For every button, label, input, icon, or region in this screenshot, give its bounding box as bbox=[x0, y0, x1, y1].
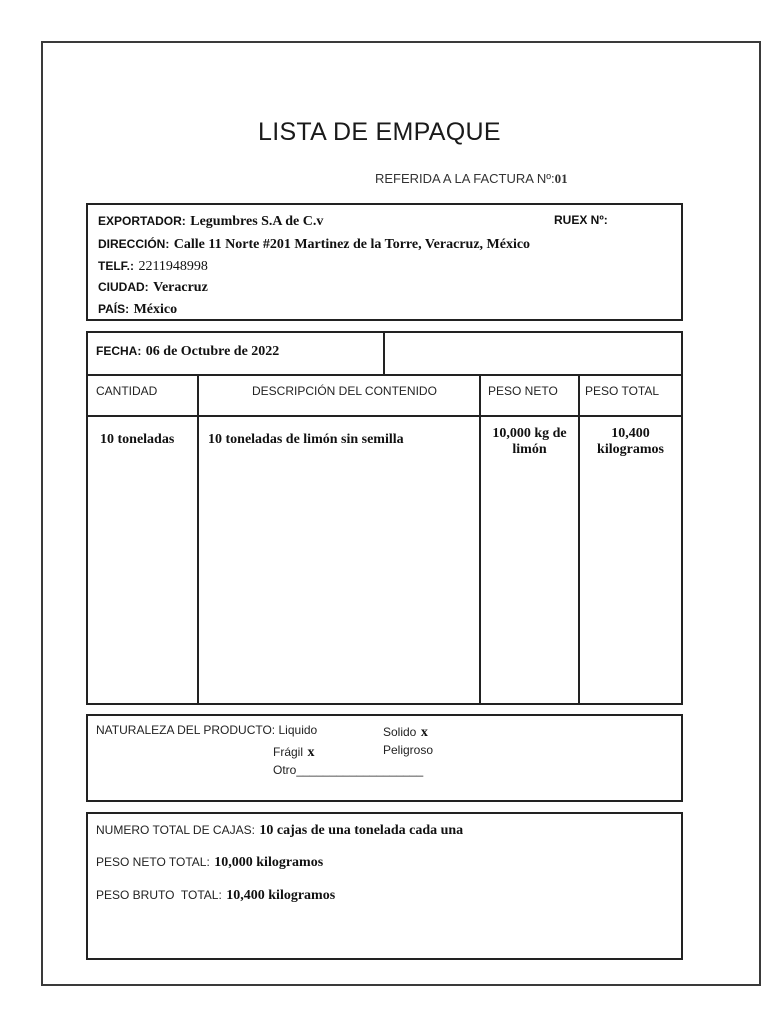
nature-solido-mark: x bbox=[420, 725, 428, 740]
total-boxes-line bbox=[96, 821, 463, 839]
date-line bbox=[96, 342, 279, 360]
date-separator bbox=[88, 374, 681, 376]
cell-peso-total bbox=[580, 426, 681, 458]
phone-line bbox=[98, 257, 208, 275]
header-peso-total: PESO TOTAL bbox=[585, 384, 660, 398]
exporter-box bbox=[86, 203, 683, 321]
nature-fragil-label: Frágil bbox=[273, 745, 304, 759]
exporter-label: EXPORTADOR: bbox=[98, 214, 186, 228]
phone-label: TELF.: bbox=[98, 259, 134, 273]
header-separator bbox=[88, 415, 681, 417]
cell-descripcion: 10 toneladas de limón sin semilla bbox=[208, 432, 404, 447]
exporter-line bbox=[98, 212, 323, 230]
cell-peso-neto-line1: 10,000 kg de bbox=[492, 426, 567, 441]
totals-box bbox=[86, 812, 683, 960]
nature-peligroso: Peligroso bbox=[383, 743, 434, 757]
net-weight-label: PESO NETO TOTAL: bbox=[96, 855, 210, 869]
nature-fragil bbox=[273, 743, 314, 761]
cell-cantidad: 10 toneladas bbox=[100, 432, 175, 447]
gross-weight-label: PESO BRUTO TOTAL: bbox=[96, 888, 222, 902]
address-label: DIRECCIÓN: bbox=[98, 237, 170, 251]
address-line bbox=[98, 235, 530, 253]
cell-peso-total-line2: kilogramos bbox=[597, 442, 664, 457]
nature-label-text: NATURALEZA DEL PRODUCTO: bbox=[96, 723, 276, 737]
nature-label bbox=[96, 723, 317, 737]
nature-solido-label: Solido bbox=[383, 725, 417, 739]
date-value: 06 de Octubre de 2022 bbox=[145, 344, 280, 359]
nature-solido bbox=[383, 723, 428, 741]
nature-liquido: Liquido bbox=[278, 723, 318, 737]
gross-weight-line bbox=[96, 886, 335, 904]
invoice-reference bbox=[375, 171, 568, 187]
product-nature-box bbox=[86, 714, 683, 802]
header-peso-neto: PESO NETO bbox=[488, 384, 558, 398]
country-value: México bbox=[133, 302, 178, 317]
column-divider bbox=[479, 374, 481, 703]
cell-peso-neto bbox=[481, 426, 578, 458]
exporter-value: Legumbres S.A de C.v bbox=[190, 214, 324, 229]
country-line bbox=[98, 300, 177, 318]
date-divider bbox=[383, 333, 385, 374]
column-divider bbox=[197, 374, 199, 703]
total-boxes-label: NUMERO TOTAL DE CAJAS: bbox=[96, 823, 255, 837]
invoice-reference-label: REFERIDA A LA FACTURA Nº: bbox=[375, 171, 555, 186]
date-label: FECHA: bbox=[96, 344, 142, 358]
phone-value: 2211948998 bbox=[138, 259, 208, 274]
address-value: Calle 11 Norte #201 Martinez de la Torre, Veracruz, México bbox=[173, 237, 531, 252]
total-boxes-value: 10 cajas de una tonelada cada una bbox=[259, 823, 464, 838]
column-divider bbox=[578, 374, 580, 703]
cell-peso-neto-line2: limón bbox=[512, 442, 547, 457]
net-weight-value: 10,000 kilogramos bbox=[214, 855, 324, 870]
header-descripcion: DESCRIPCIÓN DEL CONTENIDO bbox=[252, 384, 437, 398]
gross-weight-value: 10,400 kilogramos bbox=[226, 888, 336, 903]
ruex-label: RUEX Nº: bbox=[554, 213, 608, 227]
nature-fragil-mark: x bbox=[307, 745, 315, 760]
page-title: LISTA DE EMPAQUE bbox=[258, 118, 501, 146]
city-value: Veracruz bbox=[153, 280, 208, 295]
nature-otro: Otro___________________ bbox=[273, 763, 424, 777]
invoice-reference-value: 01 bbox=[554, 171, 568, 186]
city-line bbox=[98, 278, 208, 296]
cell-peso-total-line1: 10,400 bbox=[611, 426, 650, 441]
header-cantidad: CANTIDAD bbox=[96, 384, 158, 398]
net-weight-line bbox=[96, 853, 323, 871]
city-label: CIUDAD: bbox=[98, 280, 149, 294]
country-label: PAÍS: bbox=[98, 302, 130, 316]
contents-table bbox=[86, 331, 683, 705]
